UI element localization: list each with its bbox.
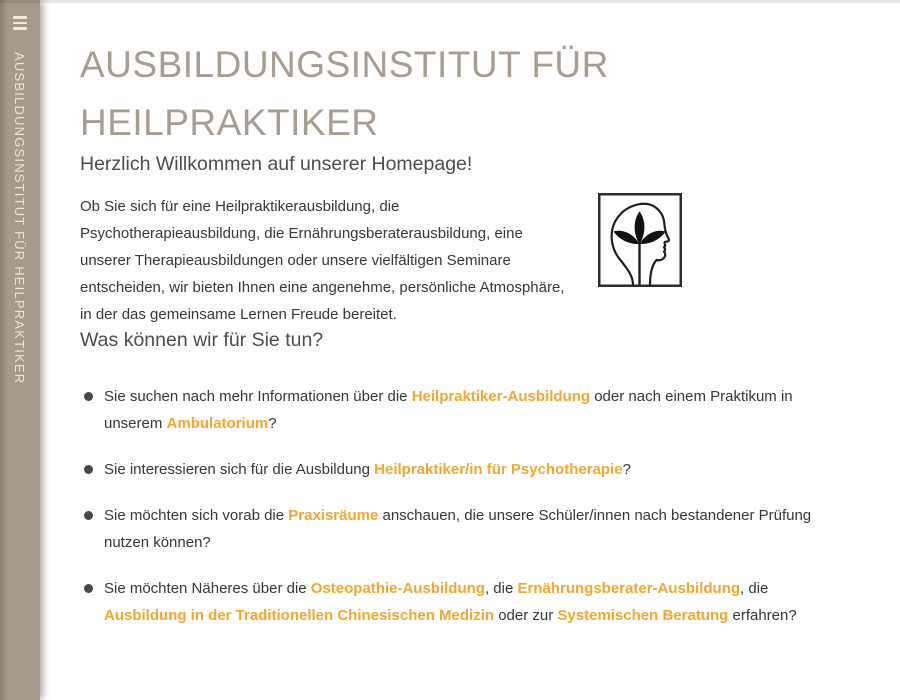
intro-paragraph: Ob Sie sich für eine Heilpraktikerausbildung, die Psychotherapieausbildung, die Ernährungsberaterausbildung, eine unserer Therapieausbildungen oder unsere vielfältigen Seminare entscheiden, wir bieten Ihnen eine angenehme, persönliche Atmosphäre, in der das gemeinsame Lernen Freude bereitet. bbox=[80, 198, 565, 323]
hamburger-icon bbox=[13, 22, 27, 24]
text-segment: erfahren? bbox=[728, 607, 797, 624]
text-link[interactable]: Heilpraktiker/in für Psychotherapie bbox=[374, 461, 623, 478]
bullet-marker bbox=[84, 584, 93, 593]
text-segment: Sie interessieren sich für die Ausbildung bbox=[104, 461, 375, 478]
text-segment: Sie möchten Näheres über die bbox=[104, 580, 311, 597]
main-content bbox=[40, 0, 900, 700]
text-link[interactable]: Ausbildung in der Traditionellen Chinesischen Medizin bbox=[104, 607, 495, 624]
text-segment: oder nach einem Praktikum in unserem bbox=[104, 388, 793, 432]
section-heading: Was können wir für Sie tun? bbox=[80, 329, 324, 351]
bullet-marker bbox=[84, 511, 93, 520]
text-link[interactable]: Ernährungsberater-Ausbildung bbox=[517, 580, 741, 597]
text-link[interactable]: Heilpraktiker-Ausbildung bbox=[411, 388, 591, 405]
text-link[interactable]: Praxisräume bbox=[288, 507, 379, 524]
text-link[interactable]: Ambulatorium bbox=[166, 415, 269, 432]
top-accent-line bbox=[0, 0, 900, 3]
hamburger-icon bbox=[13, 27, 27, 29]
text-segment: , die bbox=[740, 580, 769, 597]
hamburger-icon bbox=[13, 16, 27, 18]
list-item bbox=[80, 502, 824, 556]
text-segment: Sie möchten sich vorab die bbox=[104, 507, 289, 524]
sidebar-vertical-title: AUSBILDUNGSINSTITUT FÜR HEILPRAKTIKER bbox=[12, 52, 27, 385]
list-item-text bbox=[104, 502, 824, 556]
list-item-text bbox=[104, 383, 824, 437]
list-item-text bbox=[104, 456, 824, 483]
text-segment: anschauen, die unsere Schüler/innen nach bestandener Prüfung nutzen können? bbox=[104, 507, 812, 551]
text-segment: ? bbox=[622, 461, 631, 478]
text-segment: , die bbox=[484, 580, 518, 597]
intro-section bbox=[80, 193, 900, 328]
page-title: AUSBILDUNGSINSTITUT FÜR HEILPRAKTIKER bbox=[80, 44, 609, 143]
list-item bbox=[80, 575, 824, 629]
text-segment: ? bbox=[268, 415, 277, 432]
institute-logo bbox=[598, 193, 682, 287]
list-item bbox=[80, 456, 824, 483]
list-item bbox=[80, 383, 824, 437]
list-item-text bbox=[104, 575, 824, 629]
bullet-marker bbox=[84, 392, 93, 401]
text-segment: Sie suchen nach mehr Informationen über die bbox=[104, 388, 412, 405]
text-link[interactable]: Osteopathie-Ausbildung bbox=[310, 580, 485, 597]
text-link[interactable]: Systemischen Beratung bbox=[557, 607, 729, 624]
collapsed-sidebar bbox=[0, 0, 40, 700]
menu-button[interactable] bbox=[0, 9, 40, 37]
bullet-list bbox=[80, 383, 824, 629]
head-profile-plant-icon bbox=[598, 193, 682, 287]
text-segment: oder zur bbox=[494, 607, 558, 624]
welcome-heading: Herzlich Willkommen auf unserer Homepage! bbox=[80, 153, 473, 175]
bullet-marker bbox=[84, 465, 93, 474]
